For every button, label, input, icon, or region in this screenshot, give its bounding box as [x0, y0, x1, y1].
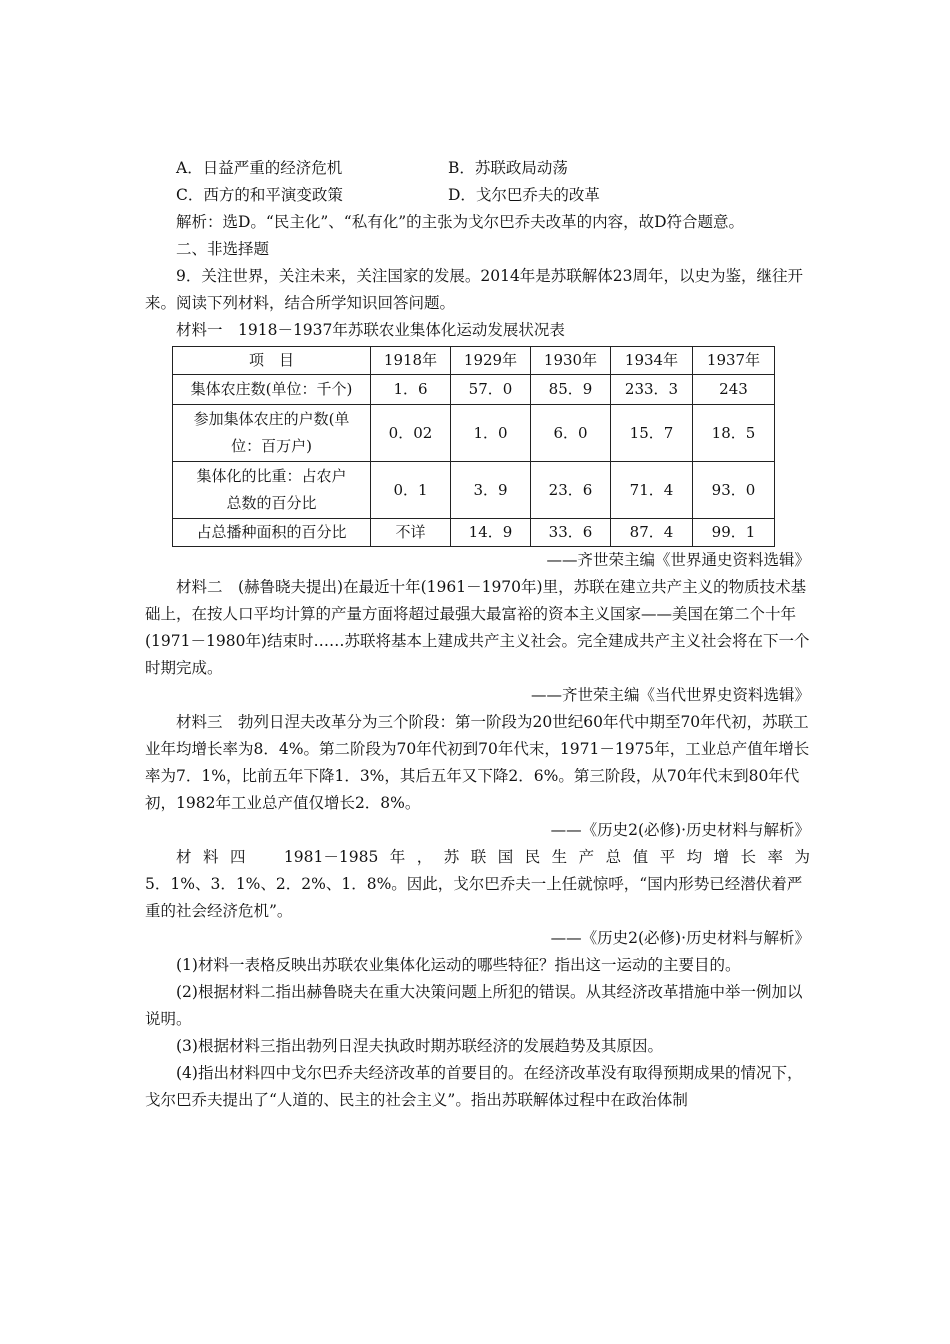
question-9-intro: 9．关注世界，关注未来，关注国家的发展。2014年是苏联解体23周年，以史为鉴，继往开来。阅读下列材料，结合所学知识回答问题。: [145, 267, 804, 312]
sub-question-3: (3)根据材料三指出勃列日涅夫执政时期苏联经济的发展趋势及其原因。: [176, 1037, 663, 1055]
table-row: [173, 462, 775, 519]
table-cell: 18．5: [693, 405, 775, 462]
table-cell: 23．6: [531, 462, 611, 519]
table-cell: 1．6: [371, 375, 451, 405]
table-header: 1937年: [693, 347, 775, 375]
table-header-row: [173, 347, 775, 375]
sub-question-4: (4)指出材料四中戈尔巴乔夫经济改革的首要目的。在经济改革没有取得预期成果的情况下，戈尔巴乔夫提出了“人道的、民主的社会主义”。指出苏联解体过程中在政治体制: [145, 1064, 803, 1109]
document-page: [145, 155, 810, 1114]
option-b: B．苏联政局动荡: [448, 159, 568, 177]
table-cell: 0．02: [371, 405, 451, 462]
table-cell: 0．1: [371, 462, 451, 519]
table-cell: 243: [693, 375, 775, 405]
material-1-title: 材料一 1918－1937年苏联农业集体化运动发展状况表: [176, 321, 565, 339]
table-cell: 1．0: [451, 405, 531, 462]
table-cell: 3．9: [451, 462, 531, 519]
table-cell: 参加集体农庄的户数(单位：百万户): [173, 405, 371, 462]
table-cell: 33．6: [531, 519, 611, 547]
collectivization-table: [172, 346, 775, 547]
material-4-first-line: 材料四 1981－1985年，苏联国民生产总值平均增长率为: [176, 848, 810, 866]
table-row: [173, 519, 775, 547]
table-cell: 14．9: [451, 519, 531, 547]
option-a: A．日益严重的经济危机: [176, 159, 343, 177]
table-cell: 85．9: [531, 375, 611, 405]
table-cell: 集体农庄数(单位：千个): [173, 375, 371, 405]
table-header: 1929年: [451, 347, 531, 375]
material-4-text: 5．1%、3．1%、2．2%、1．8%。因此，戈尔巴乔夫一上任就惊呼，“国内形势已经潜伏着严重的社会经济危机”。: [145, 875, 803, 920]
table-row: [173, 375, 775, 405]
material-3-source: ——《历史2(必修)·历史材料与解析》: [550, 821, 810, 839]
table-cell: 15．7: [611, 405, 693, 462]
options-row-1: [145, 155, 810, 182]
table-cell: 71．4: [611, 462, 693, 519]
sub-question-1: (1)材料一表格反映出苏联农业集体化运动的哪些特征？指出这一运动的主要目的。: [176, 956, 741, 974]
table-row: [173, 405, 775, 462]
table-cell: 87．4: [611, 519, 693, 547]
table-header: 1930年: [531, 347, 611, 375]
table-cell: 93．0: [693, 462, 775, 519]
analysis: 解析：选D。“民主化”、“私有化”的主张为戈尔巴乔夫改革的内容，故D符合题意。: [176, 213, 745, 231]
material-2-source: ——齐世荣主编《当代世界史资料选辑》: [530, 686, 810, 704]
table-header: 1918年: [371, 347, 451, 375]
sub-question-2: (2)根据材料二指出赫鲁晓夫在重大决策问题上所犯的错误。从其经济改革措施中举一例加以说明。: [145, 983, 803, 1028]
table-cell: 57．0: [451, 375, 531, 405]
section-title: 二、非选择题: [176, 240, 270, 258]
material-4-source: ——《历史2(必修)·历史材料与解析》: [550, 929, 810, 947]
table-header: 1934年: [611, 347, 693, 375]
table-cell: 99．1: [693, 519, 775, 547]
table-cell: 占总播种面积的百分比: [173, 519, 371, 547]
table-cell: 集体化的比重：占农户总数的百分比: [173, 462, 371, 519]
material-1-source: ——齐世荣主编《世界通史资料选辑》: [546, 551, 810, 569]
material-3: 材料三 勃列日涅夫改革分为三个阶段：第一阶段为20世纪60年代中期至70年代初，苏联工业年均增长率为8．4%。第二阶段为70年代初到70年代末，1971－1975年，工业总产值年增长率为7．1%，比前五年下降1．3%，其后五年又下降2．6%。第三阶段，从70年代末到80年代初，1982年工业总产值仅增长2．8%。: [145, 713, 810, 812]
table-cell: 6．0: [531, 405, 611, 462]
material-2: 材料二 (赫鲁晓夫提出)在最近十年(1961－1970年)里，苏联在建立共产主义的物质技术基础上，在按人口平均计算的产量方面将超过最强大最富裕的资本主义国家——美国在第二个十年(1971－1980年)结束时……苏联将基本上建成共产主义社会。完全建成共产主义社会将在下一个时期完成。: [145, 578, 810, 677]
options-row-2: [145, 182, 810, 209]
table-cell: 233．3: [611, 375, 693, 405]
option-c: C．西方的和平演变政策: [176, 186, 343, 204]
table-cell: 不详: [371, 519, 451, 547]
option-d: D．戈尔巴乔夫的改革: [448, 186, 600, 204]
table-header: 项 目: [173, 347, 371, 375]
